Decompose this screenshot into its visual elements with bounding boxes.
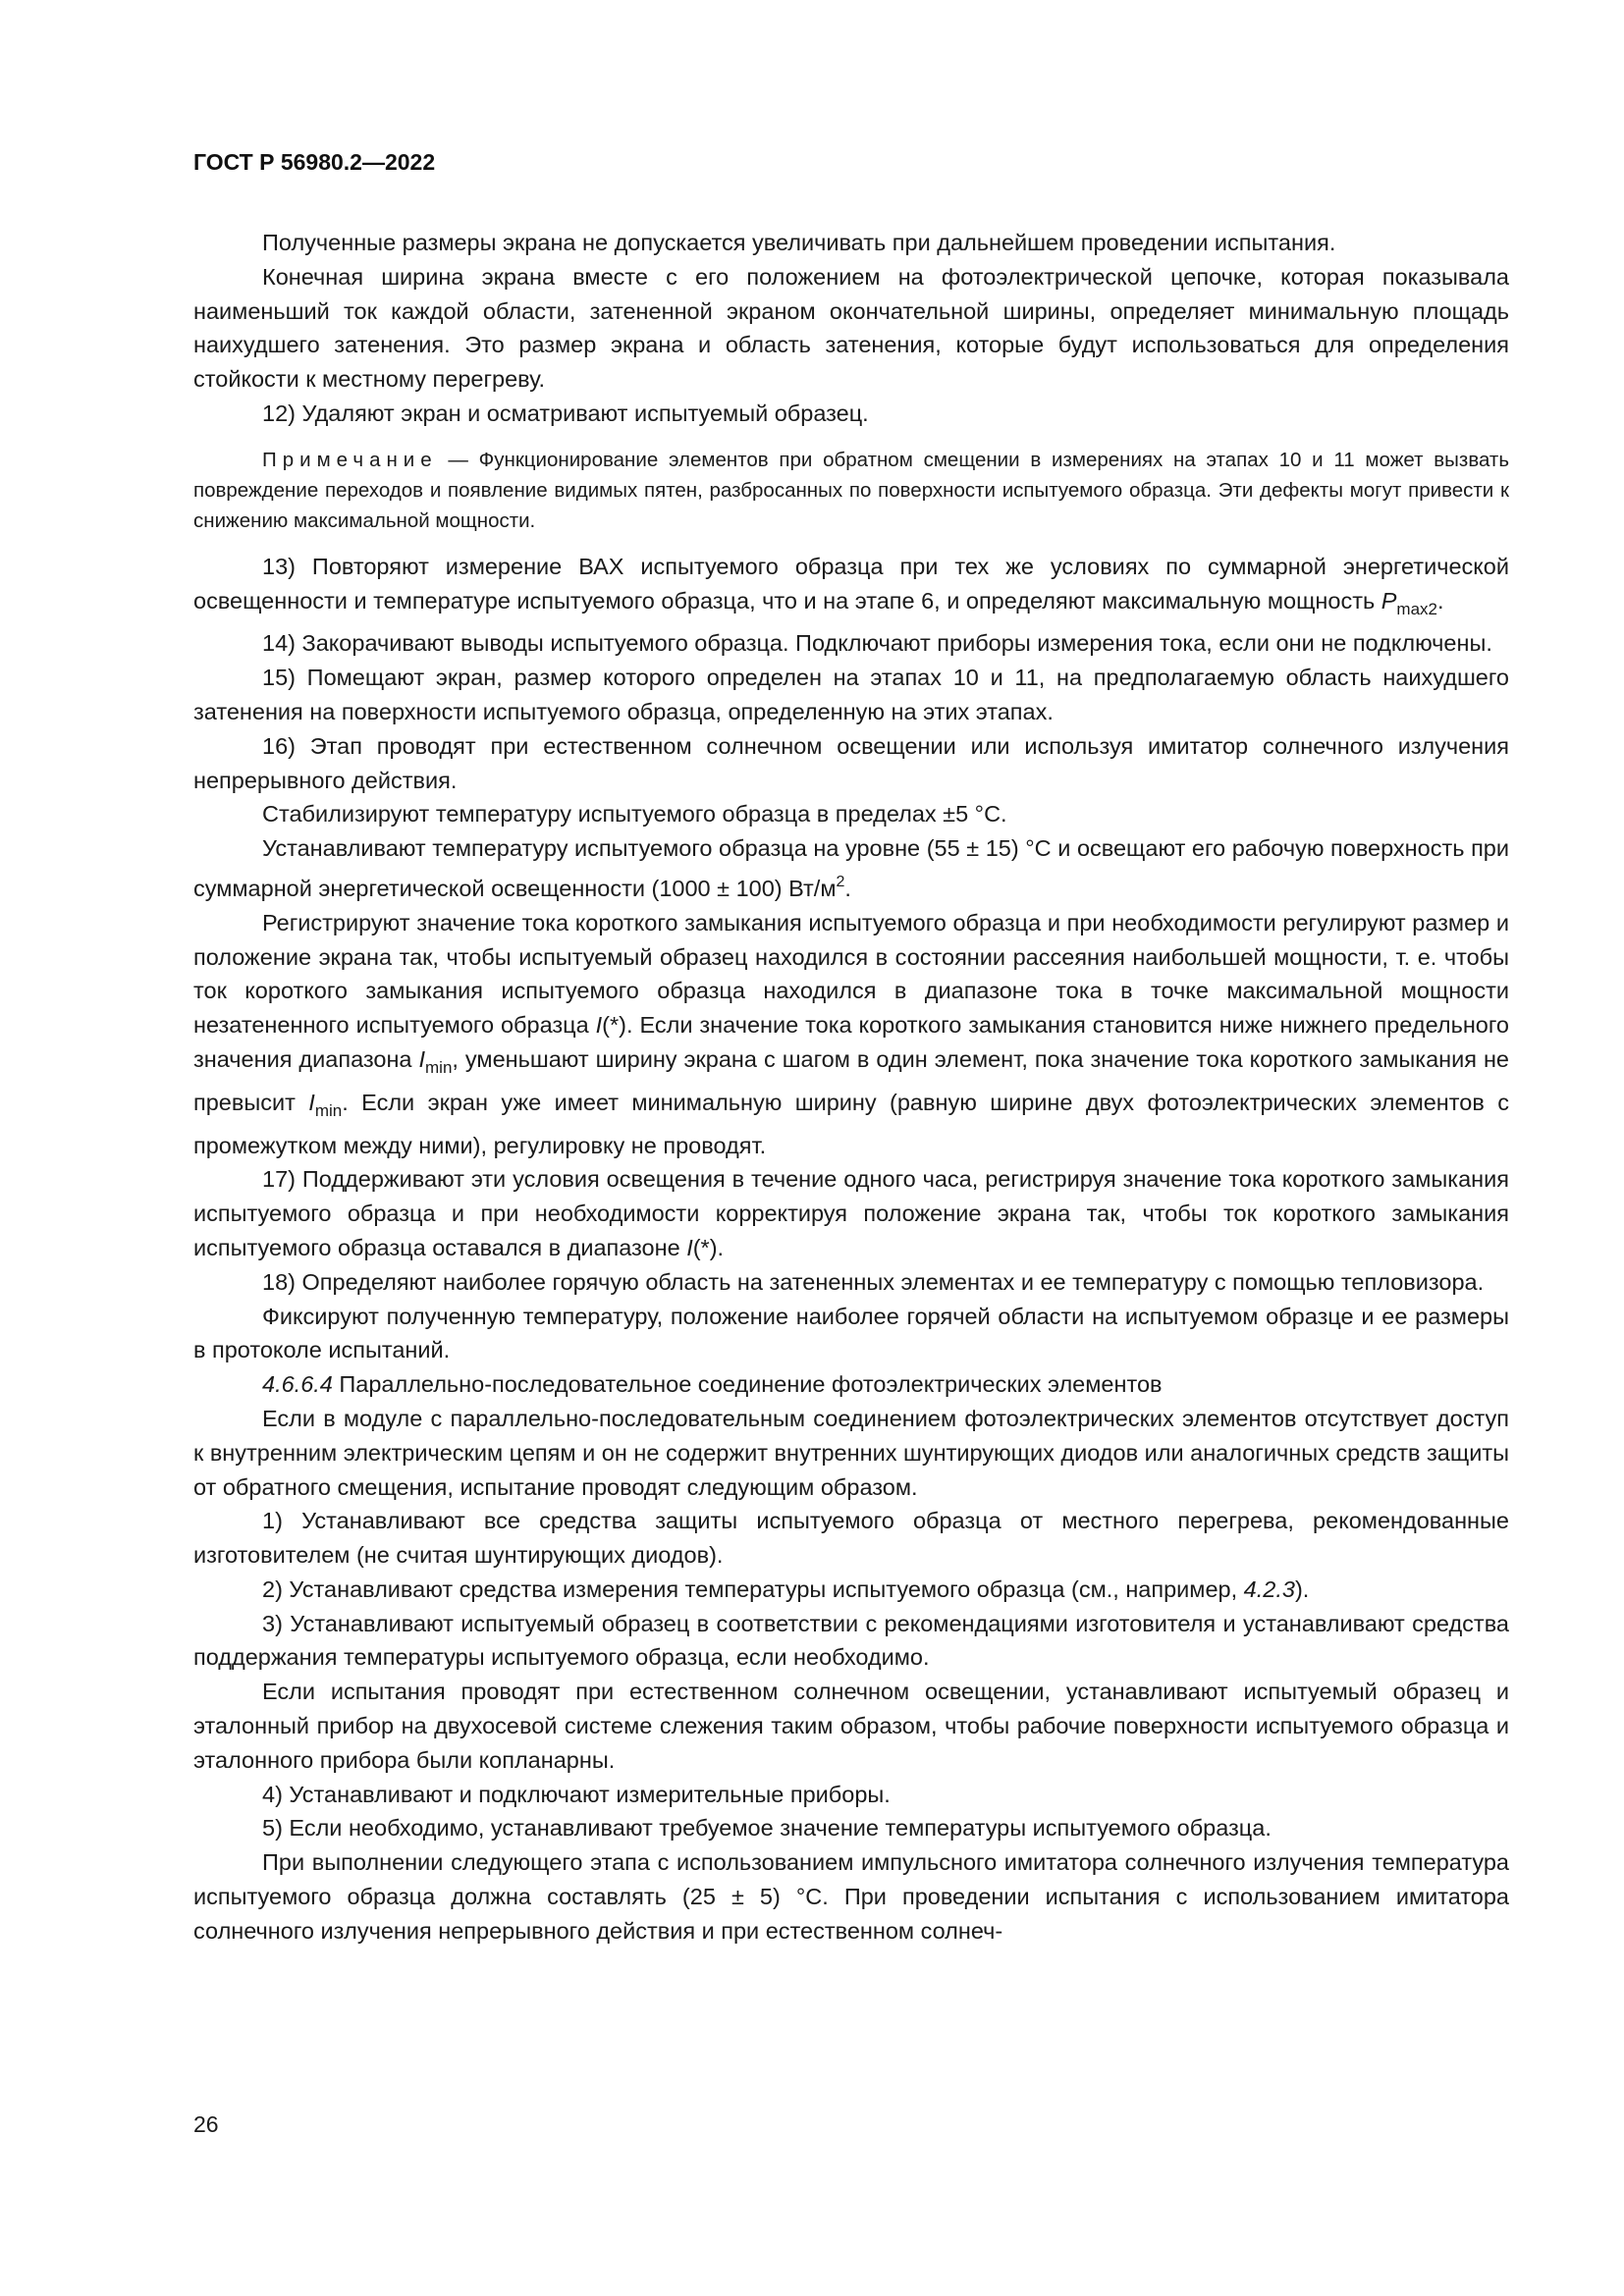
text-run: . Если экран уже имеет минимальную ширину (равную ширине двух фотоэлектрических элементов с промежутком между ними), регулировку не проводят. xyxy=(193,1089,1509,1158)
paragraph xyxy=(193,906,1509,1163)
paragraph: Стабилизируют температуру испытуемого образца в пределах ±5 °С. xyxy=(262,801,1007,828)
text-run: Регистрируют значение тока короткого замыкания испытуемого образца и при необходимости регулируют размер и положение экрана так, чтобы испытуемый образец находился в состоянии рассеяния наибольшей мощности, т. е. чтобы ток короткого замыкания испытуемого образца находился в диапазоне тока в точке максимальной мощности незатененного испытуемого образца xyxy=(193,909,1509,1039)
paragraph: Полученные размеры экрана не допускается увеличивать при дальнейшем проведении испытания. xyxy=(262,230,1336,255)
note-text: — Функционирование элементов при обратном смещении в измерениях на этапах 10 и 11 может вызвать повреждение переходов и появление видимых пятен, разбросанных по поверхности испытуемого образца. Эти дефекты могут привести к снижению максимальной мощности. xyxy=(193,448,1509,532)
section-number: 4.6.6.4 xyxy=(262,1371,333,1398)
text-run: 13) Повторяют измерение ВАХ испытуемого образца при тех же условиях по суммарной энергетической освещенности и температуре испытуемого образца, что и на этапе 6, и определяют максимальную мощность xyxy=(193,553,1509,614)
paragraph xyxy=(193,831,1509,906)
cross-reference: 4.2.3 xyxy=(1243,1575,1295,1602)
symbol-i: I xyxy=(308,1089,315,1115)
symbol-i: I xyxy=(686,1234,693,1260)
text-run: . xyxy=(844,875,851,901)
section-heading xyxy=(193,1367,1509,1402)
superscript: 2 xyxy=(836,873,845,890)
list-item-2 xyxy=(193,1573,1509,1607)
text-run: Устанавливают температуру испытуемого образца на уровне (55 ± 15) °С и освещают его рабочую поверхность при суммарной энергетической освещенности (1000 ± 100) Вт/м xyxy=(193,835,1509,901)
symbol-i: I xyxy=(595,1012,603,1039)
text-run: (*). xyxy=(692,1234,725,1260)
text-run: , уменьшают ширину экрана с шагом в один элемент, пока значение тока короткого замыкания не превысит xyxy=(193,1045,1510,1115)
paragraph: Конечная ширина экрана вместе с его положением на фотоэлектрической цепочке, которая показывала наименьший ток каждой области, затененной экраном окончательной ширины, определяет минимальную площадь наихудшего затенения. Это размер экрана и область затенения, которые будут использоваться для определения стойкости к местному перегреву. xyxy=(193,263,1509,393)
text-run: (*). Если значение тока короткого замыкания становится ниже нижнего предельного значения диапазона xyxy=(193,1012,1509,1072)
symbol-p: P xyxy=(1380,587,1397,614)
paragraph: При выполнении следующего этапа с использованием импульсного имитатора солнечного излучения температура испытуемого образца должна составлять (25 ± 5) °С. При проведении испытания с использованием имитатора солнечного излучения непрерывного действия и при естественном солнеч- xyxy=(193,1849,1509,1944)
text-run: 17) Поддерживают эти условия освещения в течение одного часа, регистрируя значение тока короткого замыкания испытуемого образца и при необходимости корректируя положение экрана так, чтобы ток короткого замыкания испытуемого образца оставался в диапазоне xyxy=(193,1166,1509,1260)
list-item-1: 1) Устанавливают все средства защиты испытуемого образца от местного перегрева, рекомендованные изготовителем (не считая шунтирующих диодов). xyxy=(193,1508,1509,1569)
symbol-i: I xyxy=(418,1045,426,1072)
list-item-3: 3) Устанавливают испытуемый образец в соответствии с рекомендациями изготовителя и устанавливают средства поддержания температуры испытуемого образца, если необходимо. xyxy=(193,1610,1509,1671)
subscript: min xyxy=(425,1057,453,1077)
list-item-17 xyxy=(193,1162,1509,1264)
note xyxy=(193,445,1509,536)
list-item-18: 18) Определяют наиболее горячую область на затененных элементах и ее температуру с помощью тепловизора. xyxy=(262,1268,1485,1295)
list-item-16: 16) Этап проводят при естественном солнечном освещении или используя имитатор солнечного излучения непрерывного действия. xyxy=(193,732,1509,793)
text-run: 2) Устанавливают средства измерения температуры испытуемого образца (см., например, xyxy=(262,1575,1244,1602)
list-item-15: 15) Помещают экран, размер которого определен на этапах 10 и 11, на предполагаемую область наихудшего затенения на поверхности испытуемого образца, определенную на этих этапах. xyxy=(193,665,1509,724)
list-item-5: 5) Если необходимо, устанавливают требуемое значение температуры испытуемого образца. xyxy=(262,1815,1272,1842)
list-item-12: 12) Удаляют экран и осматривают испытуемый образец. xyxy=(262,400,869,426)
subscript: min xyxy=(314,1100,343,1120)
text-run: . xyxy=(1437,587,1444,614)
note-label: Примечание xyxy=(262,448,438,471)
list-item-13 xyxy=(193,550,1509,627)
paragraph: Если в модуле с параллельно-последовательным соединением фотоэлектрических элементов отсутствует доступ к внутренним электрическим цепям и он не содержит внутренних шунтирующих диодов или аналогичных средств защиты от обратного смещения, испытание проводят следующим образом. xyxy=(193,1405,1509,1500)
page-number: 26 xyxy=(193,2111,219,2137)
list-item-4: 4) Устанавливают и подключают измерительные приборы. xyxy=(262,1781,891,1807)
text-run: ). xyxy=(1294,1575,1310,1602)
page-header: ГОСТ Р 56980.2—2022 xyxy=(193,149,436,175)
paragraph: Фиксируют полученную температуру, положение наиболее горячей области на испытуемом образце и ее размеры в протоколе испытаний. xyxy=(193,1303,1509,1363)
list-item-14: 14) Закорачивают выводы испытуемого образца. Подключают приборы измерения тока, если они не подключены. xyxy=(262,630,1492,657)
subscript: max2 xyxy=(1396,599,1437,618)
paragraph: Если испытания проводят при естественном солнечном освещении, устанавливают испытуемый образец и эталонный прибор на двухосевой системе слежения таким образом, чтобы рабочие поверхности испытуемого образца и эталонного прибора были копланарны. xyxy=(193,1679,1509,1773)
section-title: Параллельно-последовательное соединение фотоэлектрических элементов xyxy=(332,1371,1163,1398)
page-body xyxy=(193,226,1509,1949)
